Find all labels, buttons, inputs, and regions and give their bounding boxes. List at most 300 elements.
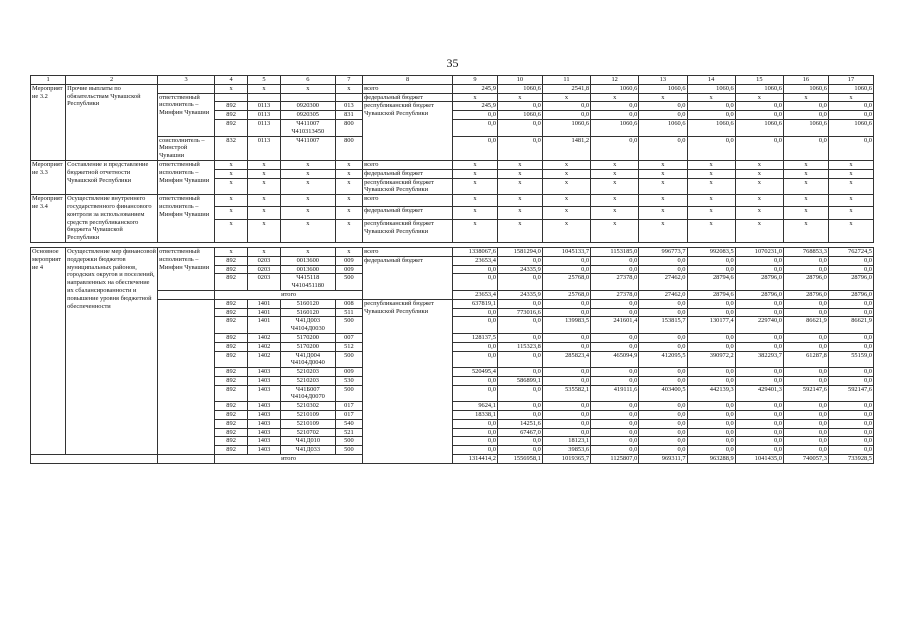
column-number-row [31,76,874,85]
value-cell: 1401 [248,317,281,334]
value-cell: x [735,178,783,195]
value-cell: x [215,84,248,93]
responsible-cell [158,290,215,299]
value-cell: x [248,207,281,219]
value-cell: 1401 [248,299,281,308]
value-cell: 0,0 [591,402,639,411]
subtotal-cell: 28794,6 [687,290,735,299]
responsible-cell: ответственный исполнитель – Минфин Чувашии [158,160,215,194]
value-cell: x [497,195,542,207]
value-cell: x [497,178,542,195]
value-cell: 0,0 [735,437,783,446]
responsible-cell: ответственный исполнитель – Минфин Чувашии [158,93,215,136]
value-cell: 1060,6 [687,84,735,93]
value-cell: x [248,195,281,207]
total-cell: 1019365,7 [542,455,590,464]
value-cell: 9624,1 [452,402,497,411]
value-cell: 0,0 [735,333,783,342]
value-cell: 0,0 [639,136,687,160]
value-cell: x [497,160,542,169]
value-cell: 403400,5 [639,385,687,402]
value-cell: x [783,219,828,242]
value-cell: 1403 [248,419,281,428]
value-cell: 0,0 [687,308,735,317]
value-cell: 0,0 [497,136,542,160]
value-cell: x [828,169,873,178]
value-cell: 0,0 [542,256,590,265]
value-cell: x [828,93,873,102]
value-cell: 0,0 [591,111,639,120]
value-cell: 1060,6 [542,119,590,136]
value-cell: x [248,178,281,195]
value-cell: 1060,6 [783,84,828,93]
value-cell: 892 [215,419,248,428]
total-cell: 963288,9 [687,455,735,464]
value-cell: x [248,84,281,93]
column-number: 6 [280,76,335,85]
value-cell: 229740,0 [735,317,783,334]
value-cell: 1060,6 [735,84,783,93]
value-cell: 0203 [248,256,281,265]
value-cell: 0,0 [497,385,542,402]
value-cell: 1338067,6 [452,247,497,256]
value-cell: 0,0 [639,299,687,308]
value-cell: x [335,178,362,195]
value-cell: 762724,5 [828,247,873,256]
value-cell: 0,0 [687,333,735,342]
value-cell: x [280,195,335,207]
value-cell: 0013600 [280,265,335,274]
value-cell: 535582,1 [542,385,590,402]
value-cell: 0,0 [687,419,735,428]
value-cell: 592147,6 [783,385,828,402]
value-cell: 0,0 [591,256,639,265]
value-cell: 0,0 [687,446,735,455]
value-cell: 0,0 [735,342,783,351]
measure-title: Прочие выплаты по обязательствам Чувашской Республики [66,84,158,160]
value-cell: 0113 [248,136,281,160]
value-cell: 0,0 [828,299,873,308]
value-cell: Ч41Д010 [280,437,335,446]
value-cell: 892 [215,119,248,136]
value-cell: 0,0 [687,402,735,411]
value-cell: 0,0 [687,256,735,265]
column-number: 2 [66,76,158,85]
value-cell: 0,0 [687,368,735,377]
value-cell: 0,0 [687,342,735,351]
value-cell: 1060,6 [783,119,828,136]
value-cell: 18123,1 [542,437,590,446]
value-cell: x [735,207,783,219]
value-cell: 0,0 [497,119,542,136]
value-cell: 0,0 [639,402,687,411]
value-cell: 285823,4 [542,351,590,368]
value-cell: x [497,169,542,178]
responsible-cell: ответственный исполнитель – Минфин Чувашии [158,195,215,243]
value-cell: x [335,219,362,242]
value-cell: 0,0 [828,256,873,265]
value-cell: 0,0 [542,308,590,317]
value-cell: 0,0 [497,102,542,111]
value-cell: x [215,207,248,219]
value-cell: 0,0 [497,256,542,265]
table-row [31,160,874,169]
value-cell: 1060,6 [828,119,873,136]
funding-source: республиканский бюджет Чувашской Республики [363,299,453,463]
funding-source: республиканский бюджет Чувашской Республики [363,178,453,195]
value-cell: x [591,219,639,242]
column-number: 10 [497,76,542,85]
value-cell: x [783,169,828,178]
value-cell: 992083,5 [687,247,735,256]
value-cell: x [280,84,335,93]
value-cell: 465094,9 [591,351,639,368]
value-cell: 5210109 [280,419,335,428]
subtotal-cell: 23653,4 [452,290,497,299]
value-cell: 500 [335,351,362,368]
value-cell: 0,0 [542,265,590,274]
value-cell: 831 [335,111,362,120]
value-cell: 28796,0 [783,274,828,291]
column-number: 15 [735,76,783,85]
value-cell: x [828,207,873,219]
value-cell: x [591,169,639,178]
value-cell: 0,0 [497,333,542,342]
table-row [31,299,874,308]
value-cell: x [783,160,828,169]
value-cell: 637819,1 [452,299,497,308]
value-cell: 1060,6 [591,84,639,93]
value-cell: 0,0 [542,428,590,437]
value-cell: 0,0 [783,411,828,420]
value-cell: 500 [335,274,362,291]
value-cell: x [542,207,590,219]
table-row [31,84,874,93]
subtotal-cell: 28796,0 [735,290,783,299]
value-cell: x [248,160,281,169]
value-cell: 530 [335,376,362,385]
page-number: 35 [446,56,459,70]
value-cell: x [687,219,735,242]
value-cell: 0,0 [452,351,497,368]
value-cell: x [335,247,362,256]
value-cell: 0,0 [542,333,590,342]
value-cell: 0,0 [735,102,783,111]
value-cell: 892 [215,437,248,446]
value-cell: 892 [215,342,248,351]
value-cell: 0,0 [639,308,687,317]
value-cell: 39853,6 [542,446,590,455]
value-cell: 61287,8 [783,351,828,368]
value-cell: 5210203 [280,368,335,377]
value-cell: 768853,3 [783,247,828,256]
funding-source: федеральный бюджет [363,256,453,299]
value-cell: 429401,3 [735,385,783,402]
value-cell: Ч411007 Ч410313450 [280,119,335,136]
value-cell: x [215,247,248,256]
value-cell: 892 [215,274,248,291]
value-cell: Ч415118 Ч410451180 [280,274,335,291]
value-cell: x [452,207,497,219]
value-cell: 5210203 [280,376,335,385]
value-cell: x [335,160,362,169]
value-cell: 1060,6 [687,119,735,136]
value-cell: Ч41Д004 Ч4104Д0040 [280,351,335,368]
table-row [31,93,874,102]
value-cell: Ч41Д033 [280,446,335,455]
value-cell: x [452,160,497,169]
value-cell: x [280,219,335,242]
value-cell: 0,0 [828,136,873,160]
value-cell: x [280,178,335,195]
value-cell: 0,0 [452,317,497,334]
value-cell: 0,0 [735,446,783,455]
value-cell: 0,0 [497,411,542,420]
value-cell: 0,0 [828,437,873,446]
value-cell: 28794,6 [687,274,735,291]
value-cell: x [639,207,687,219]
responsible-cell: ответственный исполнитель – Минфин Чувашии [158,247,215,290]
value-cell: 0013600 [280,256,335,265]
subtotal-cell: 27378,0 [591,290,639,299]
total-label: итого [215,455,363,464]
value-cell: 1401 [248,308,281,317]
column-number: 12 [591,76,639,85]
value-cell: 0,0 [783,446,828,455]
value-cell: 892 [215,256,248,265]
value-cell: 0,0 [591,136,639,160]
value-cell: 0,0 [735,136,783,160]
value-cell: 0,0 [591,308,639,317]
value-cell: 28796,0 [735,274,783,291]
value-cell: 0,0 [497,402,542,411]
value-cell: 0,0 [452,136,497,160]
subtotal-cell: 28796,0 [783,290,828,299]
value-cell: 28796,0 [828,274,873,291]
value-cell: x [828,178,873,195]
total-spacer [158,455,215,464]
total-cell: 969311,7 [639,455,687,464]
value-cell: 24335,9 [497,265,542,274]
value-cell: 0,0 [452,385,497,402]
value-cell: x [335,195,362,207]
value-cell: 0,0 [452,342,497,351]
value-cell: 800 [335,136,362,160]
value-cell: 0,0 [639,342,687,351]
value-cell: x [687,160,735,169]
measure-title: Осуществление внутреннего государственного финансового контроля за использованием средств республиканского бюджета Чувашской Республики [66,195,158,243]
value-cell: 0,0 [497,351,542,368]
value-cell: 0,0 [452,274,497,291]
total-cell: 740057,3 [783,455,828,464]
value-cell: 0,0 [639,256,687,265]
value-cell: 0,0 [687,428,735,437]
value-cell: 0,0 [591,411,639,420]
value-cell: 115323,8 [497,342,542,351]
value-cell: 892 [215,351,248,368]
value-cell: 0,0 [591,376,639,385]
responsible-cell [158,84,215,93]
value-cell: 1581294,0 [497,247,542,256]
value-cell: 0,0 [687,299,735,308]
measure-label: Мероприятие 3.3 [31,160,66,194]
value-cell: 0,0 [735,308,783,317]
value-cell: 0,0 [497,446,542,455]
value-cell: 0,0 [783,419,828,428]
value-cell: 0,0 [542,368,590,377]
value-cell: 5160120 [280,308,335,317]
measure-title: Составление и представление бюджетной отчетности Чувашской Республики [66,160,158,194]
value-cell: 0,0 [828,308,873,317]
value-cell: 892 [215,376,248,385]
value-cell: 0,0 [452,376,497,385]
table-row [31,195,874,207]
value-cell: x [280,247,335,256]
value-cell: 0,0 [591,437,639,446]
column-number: 3 [158,76,215,85]
value-cell: 0,0 [735,265,783,274]
value-cell: 773016,6 [497,308,542,317]
value-cell: 1060,6 [735,119,783,136]
value-cell [335,93,362,102]
value-cell: 2541,8 [542,84,590,93]
value-cell: 1481,2 [542,136,590,160]
value-cell: 1060,6 [497,111,542,120]
value-cell: 0920305 [280,111,335,120]
value-cell: x [215,195,248,207]
value-cell: 1060,6 [639,84,687,93]
responsible-cell [158,299,215,454]
total-spacer [31,455,158,464]
value-cell: 892 [215,385,248,402]
table-row [31,247,874,256]
value-cell: 009 [335,265,362,274]
value-cell: 5170200 [280,342,335,351]
value-cell: 592147,6 [828,385,873,402]
funding-source: всего [363,160,453,169]
value-cell: 55159,0 [828,351,873,368]
value-cell: 500 [335,385,362,402]
subtotal-label: итого [215,290,363,299]
value-cell: x [497,93,542,102]
value-cell: 892 [215,308,248,317]
value-cell: 512 [335,342,362,351]
value-cell: 996773,7 [639,247,687,256]
value-cell: 521 [335,428,362,437]
value-cell: x [735,195,783,207]
value-cell: 0,0 [828,342,873,351]
value-cell: 0,0 [542,376,590,385]
measure-label: Мероприятие 3.2 [31,84,66,160]
subtotal-cell: 27462,0 [639,290,687,299]
value-cell: 892 [215,102,248,111]
value-cell: 5160120 [280,299,335,308]
value-cell: 1403 [248,411,281,420]
total-cell: 1314414,2 [452,455,497,464]
funding-source: федеральный бюджет [363,93,453,102]
value-cell: 892 [215,111,248,120]
value-cell: 27378,0 [591,274,639,291]
total-row [31,455,874,464]
value-cell: 0,0 [783,136,828,160]
value-cell: x [687,207,735,219]
value-cell: 0,0 [828,411,873,420]
value-cell: 0,0 [452,265,497,274]
value-cell: 0,0 [591,265,639,274]
value-cell: 0,0 [452,437,497,446]
value-cell: 14251,6 [497,419,542,428]
value-cell: 0,0 [783,111,828,120]
value-cell: 892 [215,317,248,334]
value-cell: x [542,93,590,102]
total-cell: 1125807,0 [591,455,639,464]
budget-table [30,75,874,464]
value-cell: 586899,1 [497,376,542,385]
column-number: 5 [248,76,281,85]
value-cell: 5170200 [280,333,335,342]
value-cell: x [497,219,542,242]
value-cell: 0,0 [591,299,639,308]
value-cell: 0,0 [828,402,873,411]
subtotal-cell: 24335,9 [497,290,542,299]
value-cell: 5210302 [280,402,335,411]
value-cell: 0,0 [783,368,828,377]
value-cell: 0,0 [735,111,783,120]
value-cell: 0,0 [639,102,687,111]
value-cell: 1045133,7 [542,247,590,256]
value-cell: 0,0 [687,411,735,420]
value-cell: 1403 [248,376,281,385]
value-cell: 0113 [248,102,281,111]
value-cell: 0,0 [452,111,497,120]
funding-source: федеральный бюджет [363,169,453,178]
value-cell: 017 [335,402,362,411]
value-cell: x [828,219,873,242]
value-cell: x [215,219,248,242]
column-number: 7 [335,76,362,85]
value-cell: 832 [215,136,248,160]
value-cell: 419111,6 [591,385,639,402]
value-cell: 0,0 [735,419,783,428]
value-cell: 23653,4 [452,256,497,265]
value-cell: 500 [335,446,362,455]
value-cell: 0,0 [783,376,828,385]
value-cell: x [280,169,335,178]
value-cell: 0,0 [497,317,542,334]
value-cell: 1060,6 [639,119,687,136]
value-cell: 0,0 [542,299,590,308]
measure-title: Осуществление мер финансовой поддержки бюджетов муниципальных районов, городских округов и поселений, направленных на обеспечение их сбалансированности и повышение уровня бюджетной обеспеченности [66,247,158,454]
value-cell: 0,0 [783,428,828,437]
total-cell: 1556958,1 [497,455,542,464]
value-cell: x [215,178,248,195]
value-cell: 0,0 [828,446,873,455]
value-cell: 009 [335,256,362,265]
value-cell: 0,0 [735,428,783,437]
value-cell: 1060,6 [591,119,639,136]
value-cell: 0,0 [452,419,497,428]
value-cell: 0,0 [639,376,687,385]
value-cell [248,93,281,102]
value-cell: 1403 [248,437,281,446]
value-cell: 5210702 [280,428,335,437]
value-cell: x [687,178,735,195]
value-cell: 0,0 [542,411,590,420]
value-cell: 1403 [248,368,281,377]
value-cell: 800 [335,119,362,136]
value-cell: x [687,93,735,102]
value-cell: 1403 [248,428,281,437]
